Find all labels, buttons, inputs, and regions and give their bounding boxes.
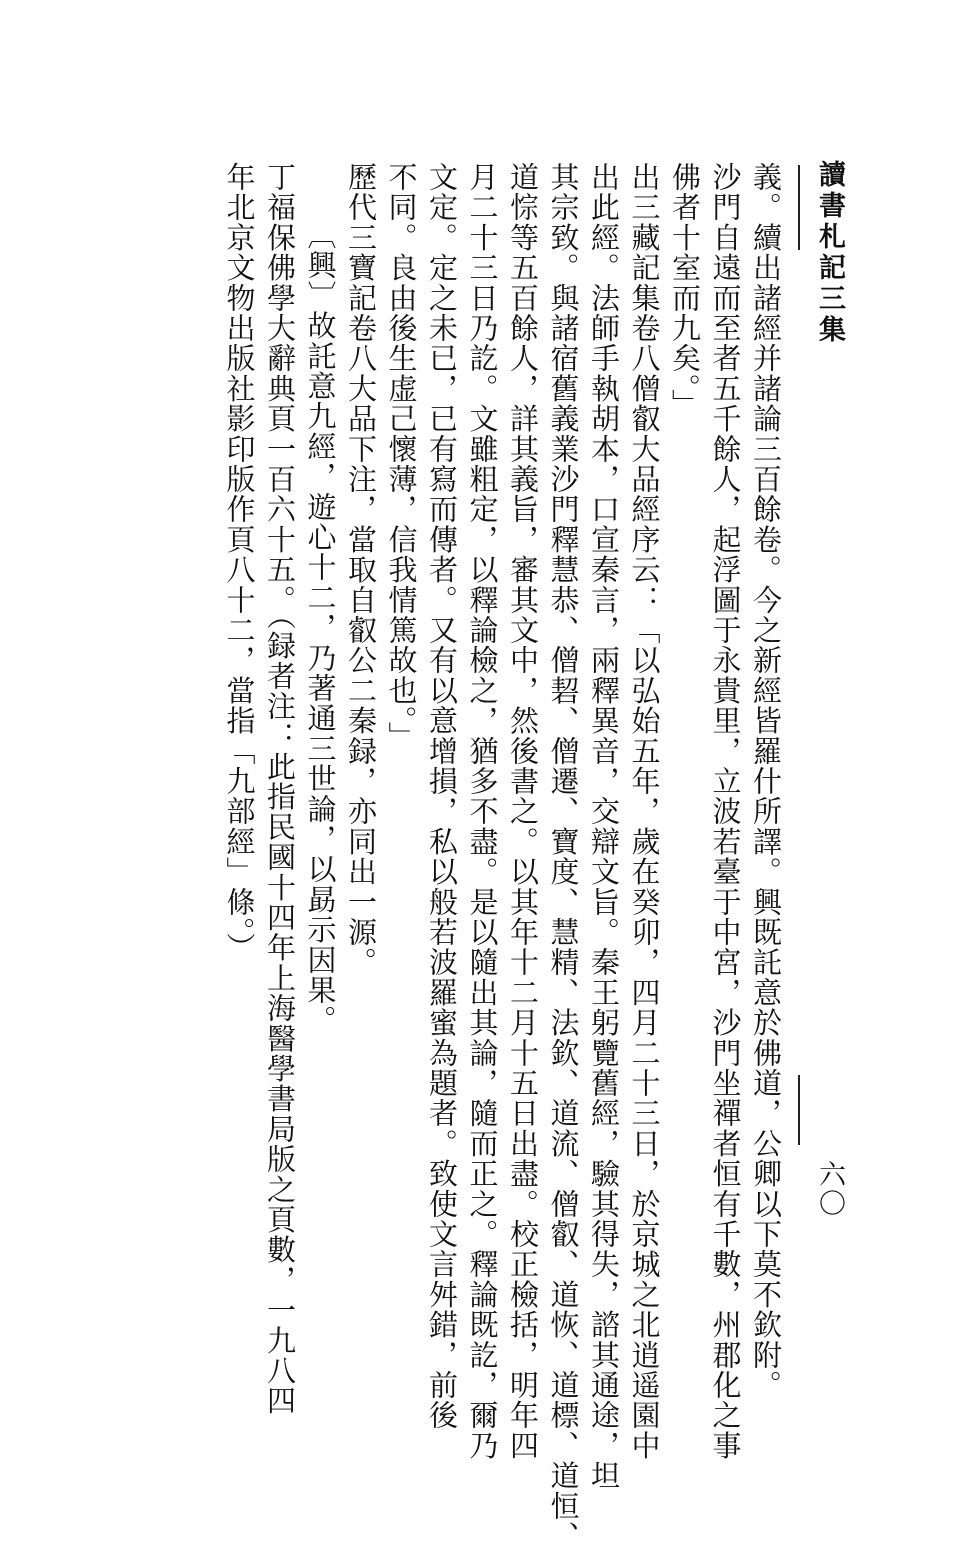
body-line: 其宗致。與諸宿舊義業沙門釋慧恭、僧䂮、僧遷、寶度、慧精、法欽、道流、僧叡、道恢、道標、道恒、 xyxy=(546,162,581,1551)
running-head-rule-bottom xyxy=(798,1075,800,1145)
body-line: 月二十三日乃訖。文雖粗定，以釋論檢之，猶多不盡。是以隨出其論，隨而正之。釋論既訖，爾乃 xyxy=(465,162,500,1461)
body-text xyxy=(219,162,786,1551)
body-line: 出三藏記集卷八僧叡大品經序云：「以弘始五年，歲在癸卯，四月二十三日，於京城之北逍遥園中 xyxy=(627,162,662,1461)
body-line: 歷代三寶記卷八大品下注，當取自叡公二秦録，亦同出一源。 xyxy=(344,162,378,978)
running-head xyxy=(812,160,846,1260)
footnote-line: 年北京文物出版社影印版作頁八十二，當指「九部經」條。） xyxy=(222,162,257,963)
body-line: 文定。定之未已，已有寫而傳者。又有以意增損，私以般若波羅蜜為題者。致使文言舛錯，前後 xyxy=(425,162,459,1431)
body-line: 出此經。法師手執胡本，口宣秦言，兩釋異音，交辯文旨。秦王躬覽舊經，驗其得失，諮其通途，坦 xyxy=(587,162,621,1491)
footnote-line: 〔興〕故託意九經，遊心十二，乃著通三世論，以勗示因果。 xyxy=(303,220,338,1036)
running-head-rule-top xyxy=(798,165,800,250)
book-title: 讀書札記三集 xyxy=(814,160,845,346)
body-line: 佛者十室而九矣。」 xyxy=(668,162,702,420)
page-number: 六〇 xyxy=(814,1160,845,1218)
body-line: 不同。良由後生虚己懷薄，信我情篤故也。」 xyxy=(384,162,419,752)
body-line: 沙門自遠而至者五千餘人，起浮圖于永貴里，立波若臺于中宮，沙門坐禪者恒有千數，州郡化之事 xyxy=(708,162,743,1461)
footnote-line: 丁福保佛學大辭典頁一百六十五。（録者注：此指民國十四年上海醫學書局版之頁數，一九八四 xyxy=(263,162,297,1416)
body-line: 道悰等五百餘人，詳其義旨，審其文中，然後書之。以其年十二月十五日出盡。校正檢括，明年四 xyxy=(506,162,540,1461)
body-line: 義。續出諸經并諸論三百餘卷。今之新經皆羅什所譯。興既託意於佛道，公卿以下莫不欽附。 xyxy=(749,162,783,1401)
